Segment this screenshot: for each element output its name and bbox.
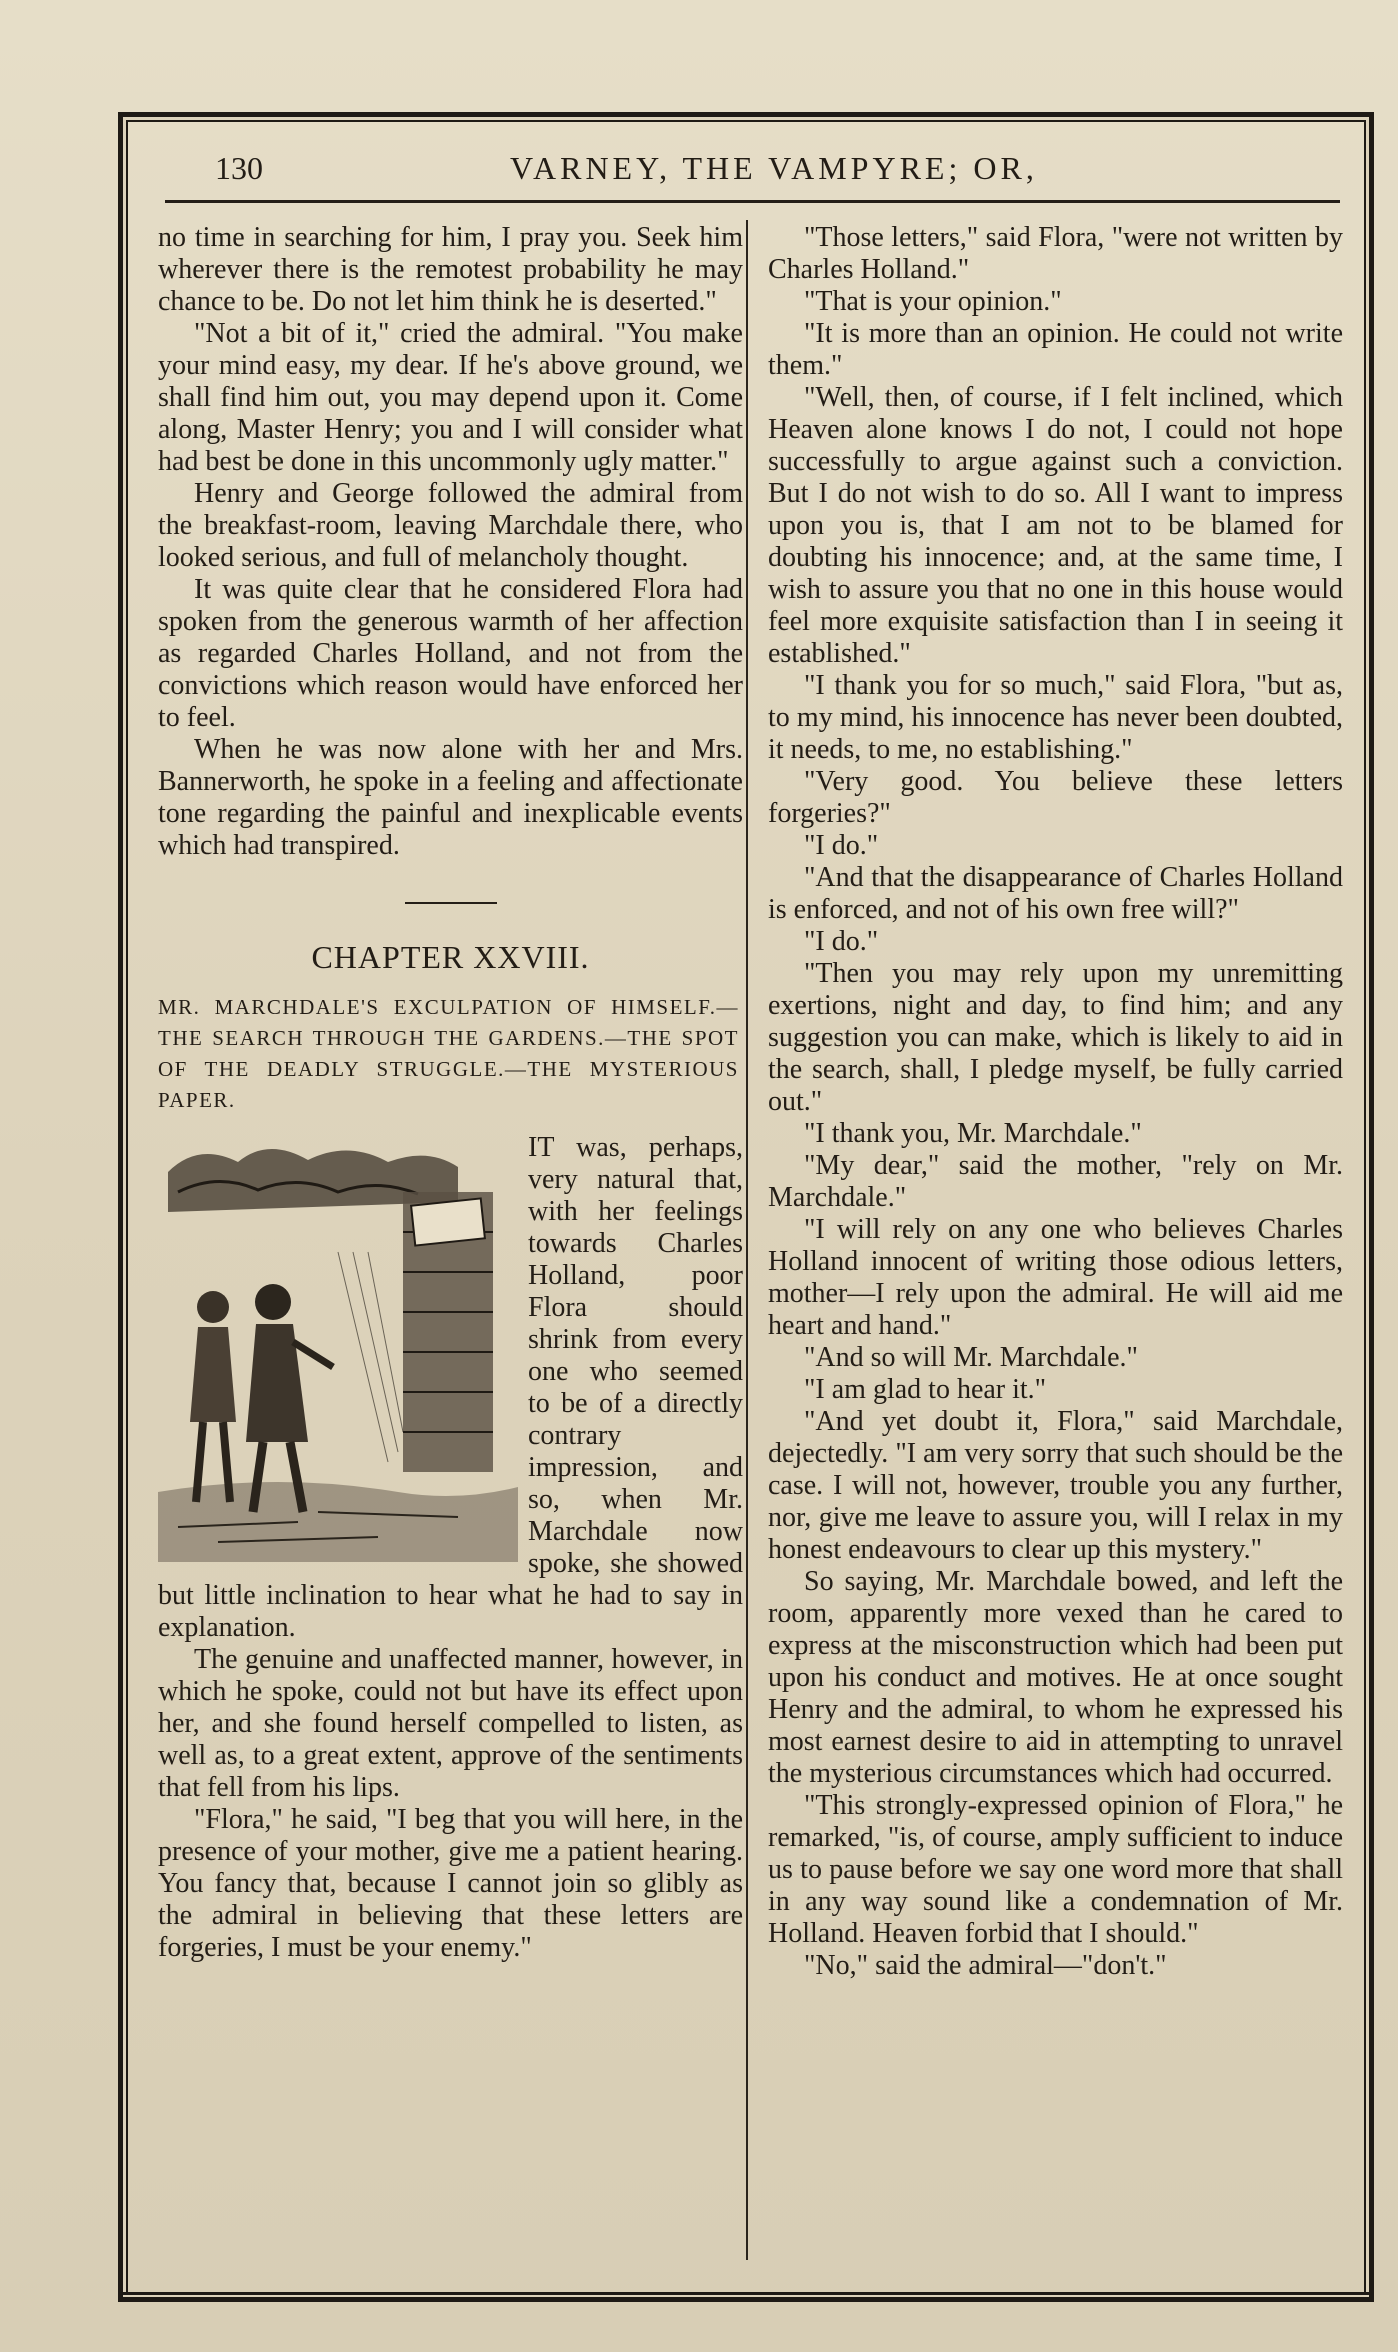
page-number: 130 <box>215 150 263 186</box>
paragraph: "Those letters," said Flora, "were not written by Charles Holland." <box>768 222 1343 285</box>
paragraph: "I will rely on any one who believes Charles Holland innocent of writing those odious letters, mother—I rely upon the admiral. He will aid me heart and hand." <box>768 1214 1343 1341</box>
paragraph: IT was, perhaps, very natural that, with her feelings towards Charles Holland, poor Flora should shrink from every one who seemed to be of a directly contrary impression, and so, when Mr. Marchdale now spoke, she showed but little inclination to hear what he had to say in explanation. <box>158 1132 743 1643</box>
paragraph: It was quite clear that he considered Flora had spoken from the generous warmth of her affection as regarded Charles Holland, and not from the convictions which reason would have enforced her to feel. <box>158 574 743 733</box>
woodcut-illustration-icon <box>158 1132 518 1562</box>
header-rule <box>165 200 1340 203</box>
paragraph: "I do." <box>804 926 879 957</box>
paragraph: "I thank you for so much," said Flora, "but as, to my mind, his innocence has never been doubted, it needs, to me, no establishing." <box>768 670 1343 765</box>
chapter-heading: CHAPTER XXVIII. <box>311 939 590 975</box>
paragraph: "That is your opinion." <box>804 286 1062 317</box>
paragraph: "Very good. You believe these letters forgeries?" <box>768 766 1343 829</box>
paragraph: "It is more than an opinion. He could not write them." <box>768 318 1343 381</box>
paragraph: "No," said the admiral—"don't." <box>804 1950 1167 1981</box>
paragraph: "Not a bit of it," cried the admiral. "You make your mind easy, my dear. If he's above ground, we shall find him out, you may depend upon it. Come along, Master Henry; you and I will consider what had best be done in this uncommonly ugly matter." <box>158 318 743 477</box>
bottom-rule <box>118 2292 1374 2295</box>
paragraph: "I am glad to hear it." <box>804 1374 1047 1405</box>
paragraph: "Well, then, of course, if I felt inclined, which Heaven alone knows I do not, I could not hope successfully to argue against such a conviction. But I do not wish to do so. All I want to impress upon you is, that I am not to be blamed for doubting his innocence; and, at the same time, I wish to assure you that no one in this house would feel more exquisite satisfaction than I in seeing it established." <box>768 382 1343 669</box>
column-divider <box>746 220 748 2260</box>
woodcut-illustration-svg <box>158 1132 518 1562</box>
right-column <box>768 222 1343 1982</box>
paragraph: "And so will Mr. Marchdale." <box>804 1342 1138 1373</box>
paragraph: "Flora," he said, "I beg that you will here, in the presence of your mother, give me a patient hearing. You fancy that, because I cannot join so glibly as the admiral in believing that these letters are forgeries, I must be your enemy." <box>158 1804 743 1963</box>
paragraph: "And yet doubt it, Flora," said Marchdale, dejectedly. "I am very sorry that such should be the case. I will not, however, trouble you any further, nor, give me leave to assure you, will I relax in my honest endeavours to clear up this mystery." <box>768 1406 1343 1565</box>
paragraph: "I thank you, Mr. Marchdale." <box>804 1118 1142 1149</box>
paragraph: "My dear," said the mother, "rely on Mr. Marchdale." <box>768 1150 1343 1213</box>
paragraph: "I do." <box>804 830 879 861</box>
section-divider <box>405 902 497 904</box>
page-header <box>165 138 1340 198</box>
paragraph: The genuine and unaffected manner, however, in which he spoke, could not but have its effect upon her, and she found herself compelled to listen, as well as, to a great extent, approve of the sentiments that fell from his lips. <box>158 1644 743 1803</box>
paragraph: Henry and George followed the admiral from the breakfast-room, leaving Marchdale there, who looked serious, and full of melancholy thought. <box>158 478 743 573</box>
paragraph: When he was now alone with her and Mrs. Bannerworth, he spoke in a feeling and affectionate tone regarding the painful and inexplicable events which had transpired. <box>158 734 743 861</box>
paragraph: no time in searching for him, I pray you. Seek him wherever there is the remotest probability he may chance to be. Do not let him think he is deserted." <box>158 222 743 317</box>
paragraph: So saying, Mr. Marchdale bowed, and left the room, apparently more vexed than he cared to express at the misconstruction which had been put upon his conduct and motives. He at once sought Henry and the admiral, to whom he expressed his most earnest desire to aid in attempting to unravel the mysterious circumstances which had occurred. <box>768 1566 1343 1789</box>
paragraph: "This strongly-expressed opinion of Flora," he remarked, "is, of course, amply sufficient to induce us to pause before we say one word more that shall in any way sound like a condemnation of Mr. Holland. Heaven forbid that I should." <box>768 1790 1343 1949</box>
running-title: VARNEY, THE VAMPYRE; OR, <box>510 150 1038 186</box>
left-column <box>158 222 743 1964</box>
chapter-summary: MR. MARCHDALE'S EXCULPATION OF HIMSELF.—THE SEARCH THROUGH THE GARDENS.—THE SPOT OF THE DEADLY STRUGGLE.—THE MYSTERIOUS PAPER. <box>158 995 739 1112</box>
paragraph: "Then you may rely upon my unremitting exertions, night and day, to find him; and any suggestion you can make, which is likely to aid in the search, shall, I pledge myself, be fully carried out." <box>768 958 1343 1117</box>
paragraph: "And that the disappearance of Charles Holland is enforced, and not of his own free will?" <box>768 862 1343 925</box>
